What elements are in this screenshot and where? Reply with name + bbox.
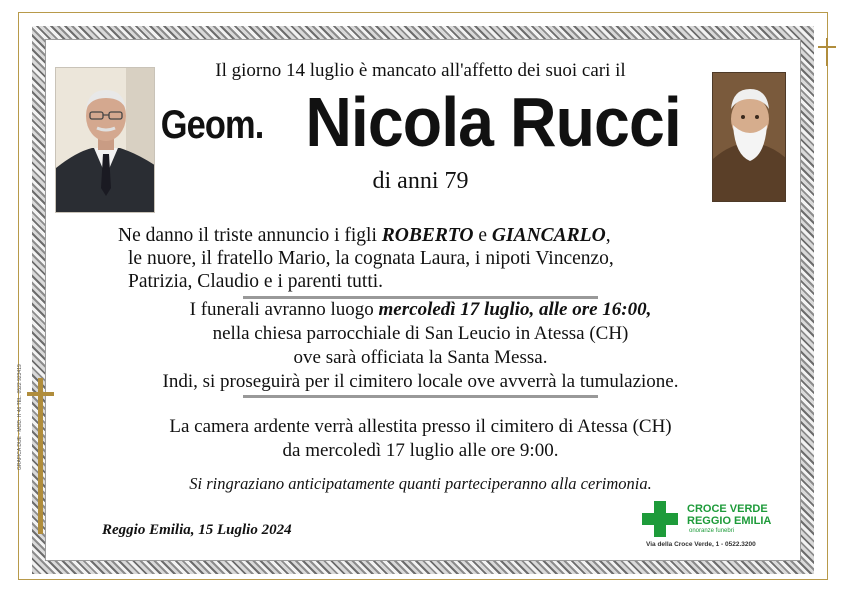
- thanks-text: Si ringraziano anticipatamente quanti parteciperanno alla cerimonia.: [189, 474, 652, 493]
- announce-line-3: Patrizia, Claudio e i parenti tutti.: [128, 271, 384, 292]
- child-name-1: ROBERTO: [381, 225, 474, 246]
- chapel-line-2: da mercoledì 17 luglio alle ore 9:00.: [282, 440, 559, 461]
- deceased-name: Nicola Rucci: [305, 83, 681, 161]
- logo-address: Via della Croce Verde, 1 - 0522.3200: [646, 541, 756, 548]
- logo-line-1: CROCE VERDE: [687, 503, 768, 515]
- deceased-title: Geom.: [160, 103, 264, 147]
- funeral-date-time: mercoledì 17 luglio, alle ore 16:00,: [378, 299, 652, 320]
- child-name-2: GIANCARLO: [491, 225, 606, 246]
- intro-text: Il giorno 14 luglio è mancato all'affetto dei suoi cari il: [215, 60, 626, 81]
- funeral-prefix: I funerali avranno luogo: [189, 299, 379, 320]
- place-date: Reggio Emilia, 15 Luglio 2024: [102, 522, 292, 538]
- announce-line-2: le nuore, il fratello Mario, la cognata Laura, i nipoti Vincenzo,: [128, 248, 614, 269]
- deceased-name-row: [0, 82, 841, 162]
- announce-and: e: [473, 225, 492, 246]
- croce-verde-logo: [641, 499, 777, 554]
- announce-line-1: [118, 224, 738, 247]
- announce-suffix: ,: [605, 225, 611, 246]
- logo-line-2: REGGIO EMILIA: [687, 515, 772, 527]
- printer-note: GRAFICA DUE - MOD. H 46 TEL. 0522 923419: [17, 364, 23, 470]
- deceased-age: di anni 79: [372, 168, 469, 194]
- divider-bottom: [243, 395, 598, 398]
- logo-subtitle: onoranze funebri: [689, 528, 735, 534]
- chapel-line-1: La camera ardente verrà allestita presso il cimitero di Atessa (CH): [169, 416, 672, 437]
- logo-text: [687, 503, 771, 527]
- funeral-line-1: [0, 298, 841, 322]
- funeral-line-4: Indi, si proseguirà per il cimitero locale ove avverrà la tumulazione.: [162, 371, 679, 392]
- funeral-line-2: nella chiesa parrocchiale di San Leucio in Atessa (CH): [212, 323, 629, 344]
- announce-prefix: Ne danno il triste annuncio i figli: [118, 225, 382, 246]
- funeral-line-3: ove sarà officiata la Santa Messa.: [293, 347, 548, 368]
